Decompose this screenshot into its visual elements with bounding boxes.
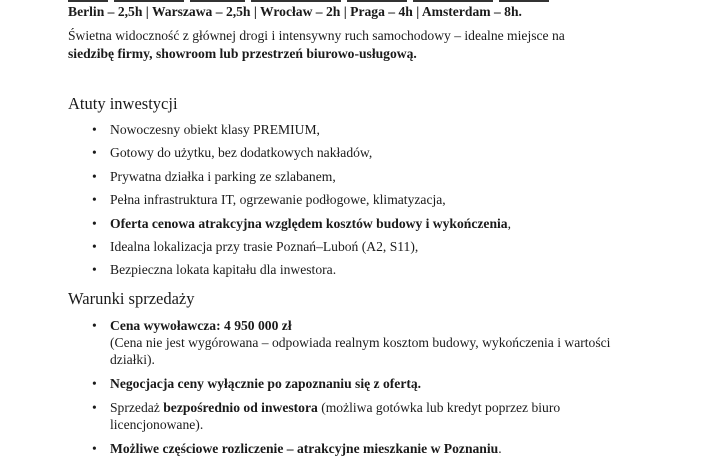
list-item-negotiation: • Negocjacja ceny wyłącznie po zapoznaniu się z ofertą. [92,376,422,391]
bullet-icon: • [92,192,97,208]
bullet-icon: • [92,400,97,415]
bullet-icon: • [92,145,97,161]
bullet-icon: • [92,376,97,391]
price-note: (Cena nie jest wygórowana – odpowiada realnym kosztom budowy, wykończenia i wartości [110,335,611,350]
warunki-list [68,317,610,464]
travel-times-line: Berlin – 2,5h | Warszawa – 2,5h | Wrocław – 2h | Praga – 4h | Amsterdam – 8h. [68,4,522,19]
list-item-price: • Cena wywoławcza: 4 950 000 zł (Cena nie jest wygórowana – odpowiada realnym kosztom budowy, wykończenia i wartości działki). [92,318,611,367]
bullet-icon: • [92,215,97,231]
list-item: • Prywatna działka i parking ze szlabanem, [92,168,336,184]
list-item: • Pełna infrastruktura IT, ogrzewanie podłogowe, klimatyzacja, [92,192,446,208]
visibility-text: Świetna widoczność z głównej drogi i intensywny ruch samochodowy – idealne miejsce na [68,28,565,43]
atuty-heading: Atuty inwestycji [68,94,178,113]
list-item: • Nowoczesny obiekt klasy PREMIUM, [92,122,320,137]
warunki-heading: Warunki sprzedaży [68,289,195,308]
list-item-settlement: • Możliwe częściowe rozliczenie – atrakcyjne mieszkanie w Poznaniu. [92,441,502,456]
bullet-icon: • [92,441,97,456]
bullet-icon: • [92,238,97,254]
list-item: • Idealna lokalizacja przy trasie Poznań–Luboń (A2, S11), [92,238,419,254]
bullet-icon: • [92,122,97,137]
price-label: Cena wywoławcza: 4 950 000 zł [110,318,292,333]
visibility-bold-text: siedzibę firmy, showroom lub przestrzeń biurowo-usługową. [68,46,417,61]
list-item-sale: • Sprzedaż bezpośrednio od inwestora (możliwa gotówka lub kredyt poprzez biuro licencjonowane). [92,400,561,432]
list-item: • Oferta cenowa atrakcyjna względem kosztów budowy i wykończenia, [92,215,511,231]
bullet-icon: • [92,168,97,184]
atuty-list [68,121,511,285]
list-item: • Gotowy do użytku, bez dodatkowych nakładów, [92,145,373,161]
bullet-icon: • [92,262,97,278]
bullet-icon: • [92,318,97,333]
list-item: • Bezpieczna lokata kapitału dla inwestora. [92,262,337,278]
